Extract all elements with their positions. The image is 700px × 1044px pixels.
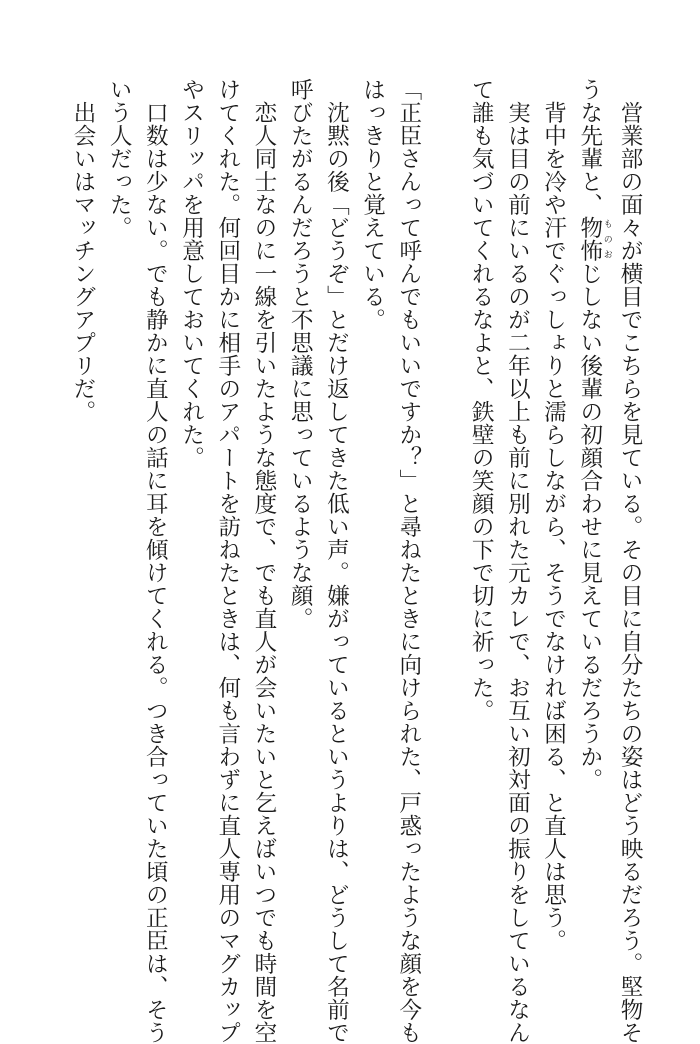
text-line: 沈黙の後「どうぞ」とだけ返してきた低い声。嫌がっているというよりは、どうして名前で	[323, 78, 350, 1044]
text-line-with-ruby	[572, 78, 612, 978]
ruby-annotation	[576, 216, 612, 262]
text-line: 営業部の面々が横目でこちらを見ている。その目に自分たちの姿はどう映るだろう。堅物そ	[617, 78, 643, 1044]
text-line: いう人だった。	[106, 78, 133, 239]
text-segment: じしない後輩の初顔合わせに見えているだろうか。	[576, 262, 603, 791]
ruby-base: 物怖	[576, 216, 603, 262]
text-line: 恋人同士なのに一線を引いたような態度で、でも直人が会いたいと乞えばいつでも時間を空	[250, 78, 277, 1044]
blank-line	[427, 78, 463, 978]
vertical-text-block	[65, 78, 648, 1044]
text-line: 「正臣さんって呼んでもいいですか？」と尋ねたときに向けられた、戸惑ったような顔を今も	[395, 78, 422, 1044]
text-line: 背中を冷や汗でぐっしょりと濡らしながら、そうでなければ困る、と直人は思う。	[540, 78, 567, 952]
text-line: 呼びたがるんだろうと不思議に思っているような顔。	[287, 78, 314, 630]
text-line: やスリッパを用意しておいてくれた。	[178, 78, 205, 469]
text-line: けてくれた。何回目かに相手のアパートを訪ねたときは、何も言わずに直人専用のマグカップ	[214, 78, 241, 1044]
text-line: 口数は少ない。でも静かに直人の話に耳を傾けてくれる。つき合っていた頃の正臣は、そう	[142, 78, 169, 1044]
text-line: 出会いはマッチングアプリだ。	[69, 78, 96, 423]
text-line: 実は目の前にいるのが二年以上も前に別れた元カレで、お互い初対面の振りをしているなん	[504, 78, 531, 1044]
text-line: て誰も気づいてくれるなよと、鉄壁の笑顔の下で切に祈った。	[468, 78, 495, 722]
text-line: はっきりと覚えている。	[359, 78, 386, 331]
ruby-reading: ものお	[601, 216, 612, 262]
text-segment: うな先輩と、	[576, 78, 603, 216]
